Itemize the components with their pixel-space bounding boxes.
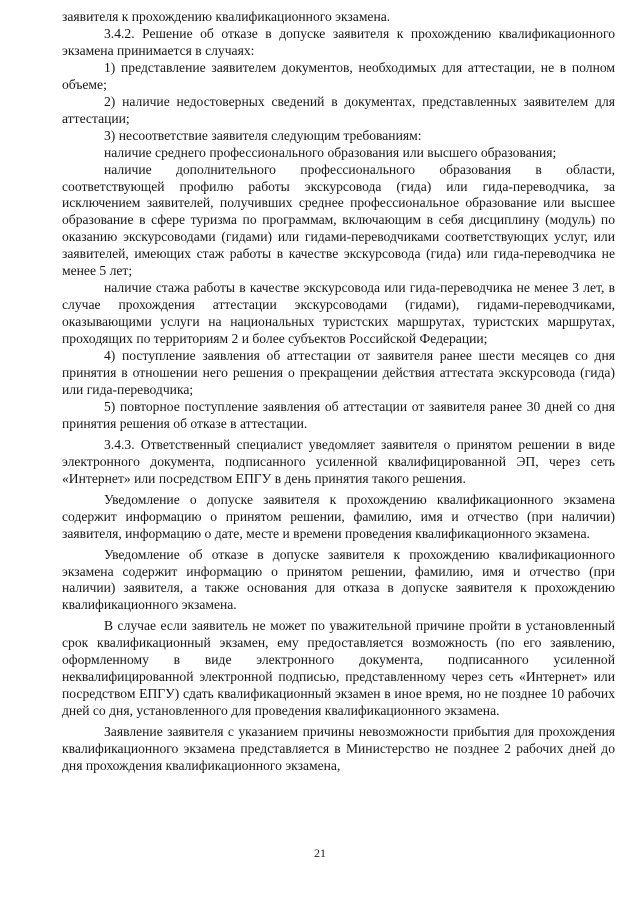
list-item-5: 5) повторное поступление заявления об аттестации от заявителя ранее 30 дней со дня принятия решения об отказе в аттестации. — [62, 398, 615, 431]
requirement-education: наличие среднего профессионального образования или высшего образования; — [104, 144, 557, 160]
paragraph-3-4-2: 3.4.2. Решение об отказе в допуске заявителя к прохождению квалификационного экзамена принимается в случаях: — [62, 25, 615, 58]
paragraph-refusal-notice: Уведомление об отказе в допуске заявителя к прохождению квалификационного экзамена содержит информацию о принятом решении, фамилию, имя и отчество (при наличии) заявителя, а также основания для отказа в допуске заявителя к прохождению квалификационного экзамена. — [62, 546, 615, 613]
list-item-2: 2) наличие недостоверных сведений в документах, представленных заявителем для аттестации; — [62, 93, 615, 126]
requirement-additional-education: наличие дополнительного профессионального образования в области, соответствующей профилю работы экскурсовода (гида) или гида-переводчика, за исключением заявителей, получивших среднее профессиональное образование или высшее образование в сфере туризма по программам, включающим в себя дисциплину (модуль) по оказанию экскурсоводами (гидами) или гидами-переводчиками соответствующих услуг, или заявителей, имеющих стаж работы в качестве экскурсовода (гида) или гида-переводчика не менее 5 лет; — [62, 161, 615, 279]
paragraph-continuation: заявителя к прохождению квалификационного экзамена. — [62, 9, 391, 24]
paragraph-valid-reason: В случае если заявитель не может по уважительной причине пройти в установленный срок квалификационный экзамен, ему предоставляется возможность (по его заявлению, оформленному в виде электронного документа, подписанного усиленной неквалифицированной электронной подписью, представленному через сеть «Интернет» или посредством ЕПГУ) сдать квалификационный экзамен в иное время, но не позднее 10 рабочих дней со дня, установленного для проведения квалификационного экзамена. — [62, 618, 615, 719]
requirement-experience: наличие стажа работы в качестве экскурсовода или гида-переводчика не менее 3 лет, в случае прохождения аттестации экскурсоводами (гидами), гидами-переводчиками, оказывающими услуги на национальных туристских маршрутах, туристских маршрутах, проходящих по территориям 2 и более субъектов Российской Федерации; — [62, 280, 615, 347]
paragraph-admission-notice: Уведомление о допуске заявителя к прохождению квалификационного экзамена содержит информацию о принятом решении, фамилию, имя и отчество (при наличии) заявителя, информацию о дате, месте и времени проведения квалификационного экзамена. — [62, 491, 615, 541]
paragraph-3-4-3: 3.4.3. Ответственный специалист уведомляет заявителя о принятом решении в виде электронного документа, подписанного усиленной квалифицированной ЭП, через сеть «Интернет» или посредством ЕПГУ в день принятия такого решения. — [62, 436, 615, 486]
list-item-4: 4) поступление заявления об аттестации от заявителя ранее шести месяцев со дня принятия в отношении него решения о прекращении действия аттестата экскурсовода (гида) или гида-переводчика; — [62, 348, 615, 397]
page-number: 21 — [314, 846, 326, 860]
document-page — [62, 9, 615, 775]
list-item-1: 1) представление заявителем документов, необходимых для аттестации, не в полном объеме; — [62, 59, 615, 92]
list-item-3: 3) несоответствие заявителя следующим требованиям: — [104, 127, 422, 143]
paragraph-application: Заявление заявителя с указанием причины невозможности прибытия для прохождения квалификационного экзамена представляется в Министерство не позднее 2 рабочих дней до дня прохождения квалификационного экзамена, — [62, 724, 615, 773]
